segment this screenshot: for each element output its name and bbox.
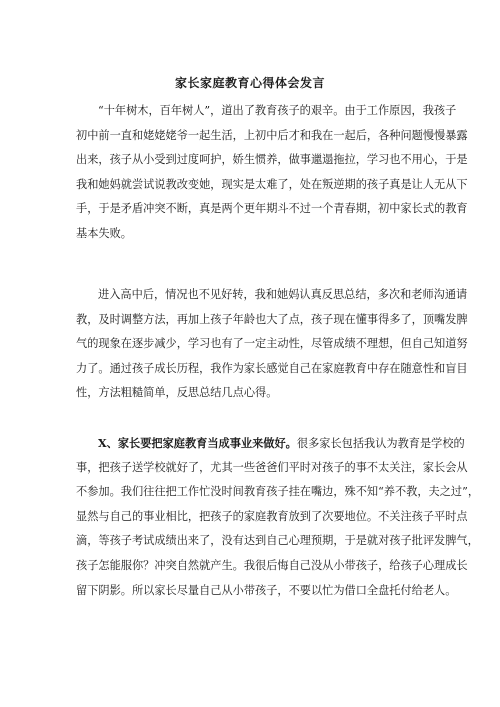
paragraph-line: 显然与自己的事业相比，把孩子的家庭教育放到了次要地位。不关注孩子平时点 [76, 509, 468, 523]
paragraph-line: 孩子怎能服你？冲突自然就产生。我很后悔自己没从小带孩子，给孩子心理成长 [76, 558, 468, 572]
paragraph-line: 滴，等孩子考试成绩出来了，没有达到自己心理预期，于是就对孩子批评发脾气， [76, 534, 479, 548]
paragraph-2 [76, 283, 468, 406]
document-title: 家长家庭教育心得体会发言 [174, 76, 325, 90]
paragraph-line: 气的现象在逐步减少，学习也有了一定主动性，尽管成绩不理想，但自己知道努 [76, 337, 468, 351]
paragraph-first-line [76, 431, 465, 456]
paragraph-line: 出来，孩子从小受到过度呵护，娇生惯养，做事邋遢拖拉，学习也不用心，于是 [76, 153, 468, 167]
paragraph-line: 我和她妈就尝试说教改变她，现实是太难了，处在叛逆期的孩子真是让人无从下 [76, 177, 468, 191]
paragraph-line: 基本失败。 [76, 226, 132, 240]
paragraph-line: 留下阴影。所以家长尽量自己从小带孩子，不要以忙为借口全盘托付给老人。 [76, 583, 457, 597]
section-heading: X、家长要把家庭教育当成事业来做好。 [98, 436, 297, 450]
paragraph-line: 教，及时调整方法，再加上孩子年龄也大了点，孩子现在懂事得多了，顶嘴发脾 [76, 312, 468, 326]
paragraph-line: 性，方法粗糙简单，反思总结几点心得。 [76, 386, 278, 400]
paragraph-line: 手，于是矛盾冲突不断，真是两个更年期斗不过一个青春期，初中家长式的教育 [76, 202, 468, 216]
paragraph-3 [76, 431, 480, 603]
paragraph-line: 进入高中后，情况也不见好转，我和她妈认真反思总结，多次和老师沟通请 [98, 288, 468, 301]
paragraph-line: 初中前一直和姥姥姥爷一起生活，上初中后才和我在一起后，各种问题慢慢暴露 [76, 128, 468, 142]
paragraph-line: 力了。通过孩子成长历程，我作为家长感觉自己在家庭教育中存在随意性和盲目 [76, 361, 468, 375]
paragraph-line: 不参加。我们往往把工作忙没时间教育孩子挂在嘴边，殊不知“养不教，夫之过”， [76, 485, 480, 499]
paragraph-1 [76, 99, 468, 247]
paragraph-line: “十年树木，百年树人”，道出了教育孩子的艰辛。由于工作原因，我孩子 [98, 104, 457, 117]
paragraph-line: 事，把孩子送学校就好了，尤其一些爸爸们平时对孩子的事不太关注，家长会从 [76, 460, 468, 474]
paragraph-text: 很多家长包括我认为教育是学校的 [296, 437, 465, 450]
